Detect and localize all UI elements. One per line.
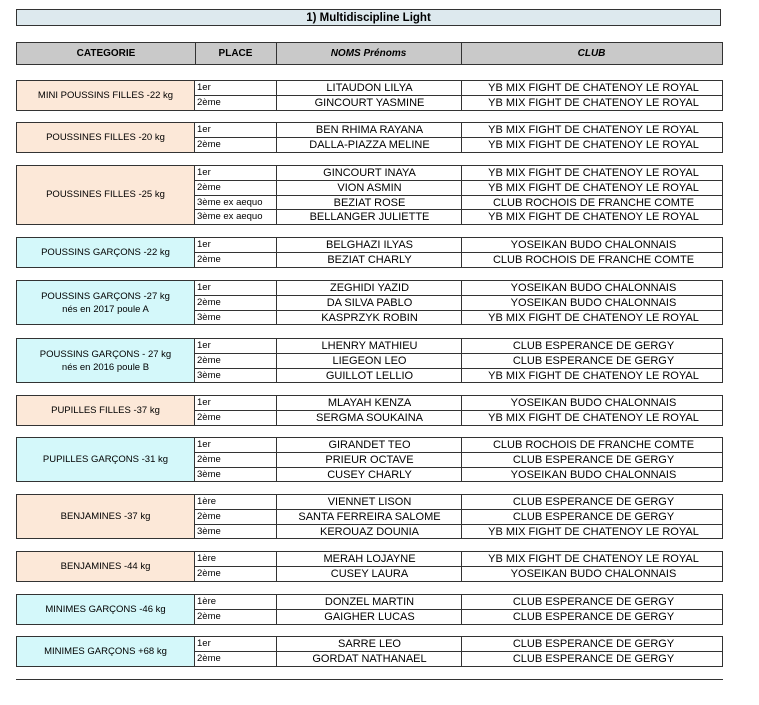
club-cell: YB MIX FIGHT DE CHATENOY LE ROYAL (461, 96, 725, 110)
club-cell: YB MIX FIGHT DE CHATENOY LE ROYAL (461, 166, 725, 180)
table-row (195, 339, 722, 353)
category-group (16, 494, 723, 539)
club-cell: YB MIX FIGHT DE CHATENOY LE ROYAL (461, 411, 725, 425)
place-cell: 3ème (197, 369, 221, 381)
table-row (195, 353, 722, 368)
name-cell: LITAUDON LILYA (276, 81, 462, 95)
club-cell: YB MIX FIGHT DE CHATENOY LE ROYAL (461, 311, 725, 325)
category-label: POUSSINES FILLES -20 kg (17, 123, 195, 152)
table-row (195, 195, 722, 210)
club-cell: CLUB ESPERANCE DE GERGY (461, 510, 725, 524)
category-group (16, 237, 723, 268)
place-cell: 2ème (197, 254, 221, 266)
table-row (195, 166, 722, 180)
place-cell: 2ème (197, 355, 221, 367)
category-label: POUSSINS GARÇONS -22 kg (17, 238, 195, 267)
club-cell: YOSEIKAN BUDO CHALONNAIS (461, 567, 725, 581)
place-cell: 3ème (197, 311, 221, 323)
bottom-divider (16, 679, 723, 680)
club-cell: CLUB ESPERANCE DE GERGY (461, 637, 725, 651)
club-cell: CLUB ESPERANCE DE GERGY (461, 354, 725, 368)
name-cell: BEZIAT ROSE (276, 196, 462, 210)
table-row (195, 81, 722, 95)
category-group (16, 80, 723, 111)
club-cell: CLUB ESPERANCE DE GERGY (461, 595, 725, 609)
table-header (16, 42, 723, 65)
club-cell: YOSEIKAN BUDO CHALONNAIS (461, 468, 725, 482)
club-cell: YB MIX FIGHT DE CHATENOY LE ROYAL (461, 369, 725, 383)
name-cell: LIEGEON LEO (276, 354, 462, 368)
name-cell: DONZEL MARTIN (276, 595, 462, 609)
place-cell: 2ème (197, 611, 221, 623)
name-cell: LHENRY MATHIEU (276, 339, 462, 353)
table-row (195, 566, 722, 581)
table-row (195, 651, 722, 666)
place-cell: 3ème (197, 525, 221, 537)
name-cell: BEZIAT CHARLY (276, 253, 462, 267)
club-cell: YB MIX FIGHT DE CHATENOY LE ROYAL (461, 81, 725, 95)
name-cell: SANTA FERREIRA SALOME (276, 510, 462, 524)
name-cell: KEROUAZ DOUNIA (276, 525, 462, 539)
place-cell: 1er (197, 82, 211, 93)
place-cell: 2ème (197, 297, 221, 309)
table-row (195, 238, 722, 252)
table-row (195, 252, 722, 267)
club-cell: CLUB ESPERANCE DE GERGY (461, 339, 725, 353)
club-cell: YB MIX FIGHT DE CHATENOY LE ROYAL (461, 210, 725, 224)
category-group (16, 122, 723, 153)
category-group (16, 395, 723, 426)
category-group (16, 551, 723, 582)
place-cell: 1er (197, 124, 211, 135)
place-cell: 3ème (197, 468, 221, 480)
table-row (195, 495, 722, 509)
place-cell: 1ère (197, 596, 217, 607)
name-cell: DALLA-PIAZZA MELINE (276, 138, 462, 152)
name-cell: MERAH LOJAYNE (276, 552, 462, 566)
category-group (16, 338, 723, 383)
category-label: BENJAMINES -44 kg (17, 552, 195, 581)
place-cell: 1ère (197, 496, 217, 507)
place-cell: 1er (197, 439, 211, 450)
table-row (195, 438, 722, 452)
club-cell: CLUB ROCHOIS DE FRANCHE COMTE (461, 438, 725, 452)
name-cell: GIRANDET TEO (276, 438, 462, 452)
table-row (195, 637, 722, 651)
place-cell: 1er (197, 397, 211, 408)
category-label: MINIMES GARÇONS +68 kg (17, 637, 195, 666)
table-row (195, 123, 722, 137)
table-row (195, 595, 722, 609)
place-cell: 1er (197, 167, 211, 178)
club-cell: YOSEIKAN BUDO CHALONNAIS (461, 296, 725, 310)
place-cell: 2ème (197, 454, 221, 466)
name-cell: CUSEY CHARLY (276, 468, 462, 482)
table-row (195, 467, 722, 482)
table-row (195, 410, 722, 425)
category-group (16, 280, 723, 325)
table-row (195, 310, 722, 325)
header-noms: NOMS Prénoms (276, 43, 462, 64)
header-categorie: CATEGORIE (17, 43, 196, 64)
name-cell: VION ASMIN (276, 181, 462, 195)
name-cell: SARRE LEO (276, 637, 462, 651)
name-cell: BEN RHIMA RAYANA (276, 123, 462, 137)
place-cell: 2ème (197, 653, 221, 665)
name-cell: GORDAT NATHANAEL (276, 652, 462, 666)
name-cell: GAIGHER LUCAS (276, 610, 462, 624)
name-cell: DA SILVA PABLO (276, 296, 462, 310)
club-cell: CLUB ESPERANCE DE GERGY (461, 652, 725, 666)
table-row (195, 209, 722, 224)
club-cell: YB MIX FIGHT DE CHATENOY LE ROYAL (461, 525, 725, 539)
club-cell: YB MIX FIGHT DE CHATENOY LE ROYAL (461, 552, 725, 566)
table-row (195, 524, 722, 539)
name-cell: BELLANGER JULIETTE (276, 210, 462, 224)
name-cell: VIENNET LISON (276, 495, 462, 509)
table-row (195, 295, 722, 310)
place-cell: 1er (197, 282, 211, 293)
place-cell: 1er (197, 638, 211, 649)
table-row (195, 368, 722, 383)
place-cell: 2ème (197, 412, 221, 424)
place-cell: 1ère (197, 553, 217, 564)
table-row (195, 396, 722, 410)
category-group (16, 636, 723, 667)
category-group (16, 165, 723, 225)
name-cell: MLAYAH KENZA (276, 396, 462, 410)
header-club: CLUB (577, 48, 606, 59)
category-group (16, 594, 723, 625)
name-cell: BELGHAZI ILYAS (276, 238, 462, 252)
table-row (195, 552, 722, 566)
table-row (195, 509, 722, 524)
category-label: BENJAMINES -37 kg (17, 495, 195, 538)
header-place: PLACE (195, 43, 277, 64)
name-cell: CUSEY LAURA (276, 567, 462, 581)
category-label: MINI POUSSINS FILLES -22 kg (17, 81, 195, 110)
place-cell: 3ème ex aequo (197, 211, 263, 223)
place-cell: 2ème (197, 139, 221, 151)
name-cell: GINCOURT YASMINE (276, 96, 462, 110)
club-cell: YOSEIKAN BUDO CHALONNAIS (461, 281, 725, 295)
table-row (195, 180, 722, 195)
club-cell: CLUB ESPERANCE DE GERGY (461, 453, 725, 467)
table-row (195, 452, 722, 467)
name-cell: GINCOURT INAYA (276, 166, 462, 180)
name-cell: KASPRZYK ROBIN (276, 311, 462, 325)
place-cell: 3ème ex aequo (197, 196, 263, 208)
club-cell: YB MIX FIGHT DE CHATENOY LE ROYAL (461, 138, 725, 152)
category-label: MINIMES GARÇONS -46 kg (17, 595, 195, 624)
club-cell: YOSEIKAN BUDO CHALONNAIS (461, 238, 725, 252)
club-cell: CLUB ROCHOIS DE FRANCHE COMTE (461, 196, 725, 210)
place-cell: 2ème (197, 568, 221, 580)
category-label: POUSSINS GARÇONS -27 kg nés en 2017 poule A (17, 281, 195, 324)
table-row (195, 609, 722, 624)
club-cell: YB MIX FIGHT DE CHATENOY LE ROYAL (461, 181, 725, 195)
club-cell: CLUB ESPERANCE DE GERGY (461, 610, 725, 624)
club-cell: CLUB ROCHOIS DE FRANCHE COMTE (461, 253, 725, 267)
place-cell: 2ème (197, 97, 221, 109)
name-cell: PRIEUR OCTAVE (276, 453, 462, 467)
place-cell: 1er (197, 239, 211, 250)
place-cell: 1er (197, 340, 211, 351)
category-label: POUSSINES FILLES -25 kg (17, 166, 195, 224)
club-cell: CLUB ESPERANCE DE GERGY (461, 495, 725, 509)
name-cell: SERGMA SOUKAINA (276, 411, 462, 425)
table-row (195, 137, 722, 152)
club-cell: YB MIX FIGHT DE CHATENOY LE ROYAL (461, 123, 725, 137)
section-title: 1) Multidiscipline Light (16, 9, 721, 26)
name-cell: ZEGHIDI YAZID (276, 281, 462, 295)
table-row (195, 95, 722, 110)
place-cell: 2ème (197, 511, 221, 523)
category-group (16, 437, 723, 482)
category-label: PUPILLES GARÇONS -31 kg (17, 438, 195, 481)
club-cell: YOSEIKAN BUDO CHALONNAIS (461, 396, 725, 410)
place-cell: 2ème (197, 182, 221, 194)
table-row (195, 281, 722, 295)
name-cell: GUILLOT LELLIO (276, 369, 462, 383)
category-label: POUSSINS GARÇONS - 27 kg nés en 2016 poule B (17, 339, 195, 382)
category-label: PUPILLES FILLES -37 kg (17, 396, 195, 425)
